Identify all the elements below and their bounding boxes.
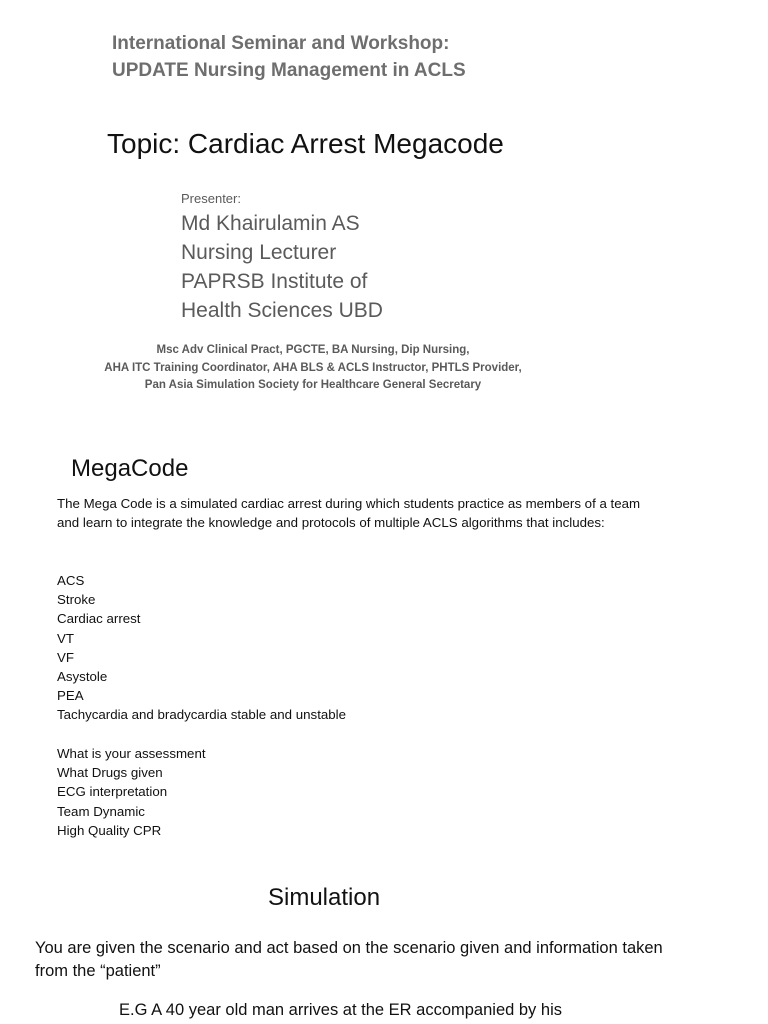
megacode-heading: MegaCode <box>71 455 189 482</box>
list-item: What is your assessment <box>57 746 206 761</box>
list-item: PEA <box>57 688 84 704</box>
list-item: ACS <box>57 573 85 588</box>
list-item: What Drugs given <box>57 765 163 781</box>
simulation-heading: Simulation <box>268 884 381 911</box>
simulation-paragraph: You are given the scenario and act based on the scenario given and information taken from the “patient” <box>35 939 663 980</box>
list-item: ECG interpretation <box>57 784 168 800</box>
conditions-list <box>57 571 346 725</box>
list-item: Stroke <box>57 592 96 608</box>
list-item: Tachycardia and bradycardia stable and unstable <box>57 707 347 723</box>
presenter-institution-line-1: PAPRSB Institute of <box>181 270 368 293</box>
list-item: Team Dynamic <box>57 803 145 819</box>
presenter-label: Presenter: <box>181 191 241 206</box>
presenter-name: Md Khairulamin AS <box>181 212 360 235</box>
credentials-line: AHA ITC Training Coordinator, AHA BLS & ACLS Instructor, PHTLS Provider, <box>104 361 522 374</box>
scenario-example-text: E.G A 40 year old man arrives at the ER accompanied by his <box>119 1001 562 1019</box>
seminar-heading <box>112 30 466 84</box>
seminar-title-line-2: UPDATE Nursing Management in ACLS <box>112 60 466 81</box>
topic-title: Topic: Cardiac Arrest Megacode <box>107 128 504 159</box>
presenter-role: Nursing Lecturer <box>181 241 337 264</box>
credentials-line: Pan Asia Simulation Society for Healthcare General Secretary <box>144 379 482 391</box>
assessment-list <box>57 744 206 840</box>
credentials-line: Msc Adv Clinical Pract, PGCTE, BA Nursing, Dip Nursing, <box>156 344 470 356</box>
list-item: High Quality CPR <box>57 822 162 838</box>
list-item: Cardiac arrest <box>57 611 141 627</box>
presenter-institution-line-2: Health Sciences UBD <box>181 299 383 322</box>
presenter-credentials <box>60 342 566 395</box>
megacode-intro-paragraph: The Mega Code is a simulated cardiac arrest during which students practice as members of a team and learn to integrate the knowledge and protocols of multiple ACLS algorithms that includes: <box>57 496 641 531</box>
list-item: VT <box>57 630 74 646</box>
list-item: VF <box>57 649 74 665</box>
seminar-title-line-1: International Seminar and Workshop: <box>112 33 450 54</box>
presenter-details <box>181 209 383 325</box>
list-item: Asystole <box>57 669 108 685</box>
